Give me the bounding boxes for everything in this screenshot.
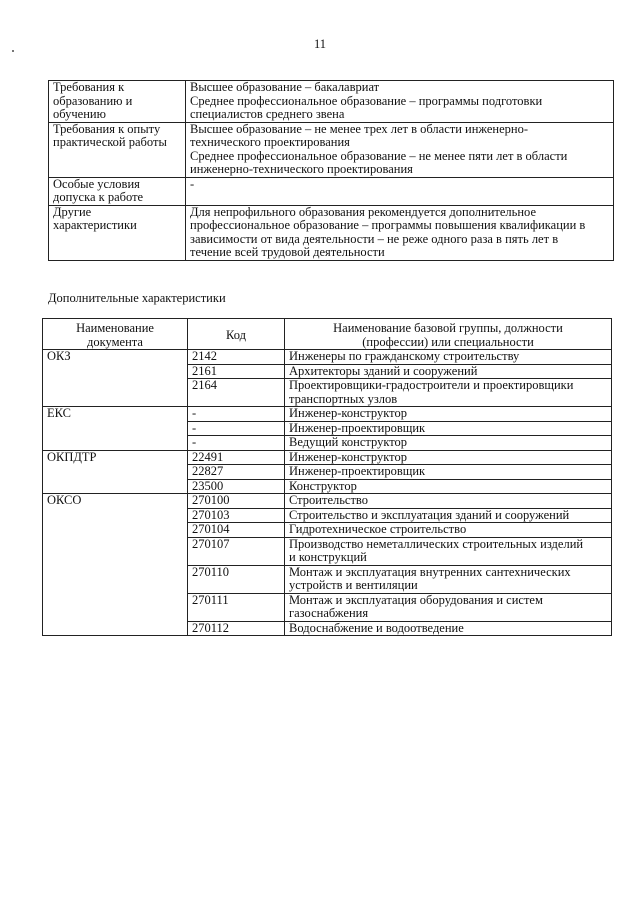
code-cell: 22491 xyxy=(188,450,285,465)
code-cell: 270104 xyxy=(188,523,285,538)
table-row xyxy=(43,450,612,465)
code-cell: 270100 xyxy=(188,494,285,509)
requirement-row xyxy=(49,122,614,177)
table-row xyxy=(43,436,612,451)
header-document: Наименование документа xyxy=(43,319,188,350)
table-row xyxy=(43,593,612,621)
requirement-label: Требования к опыту практической работы xyxy=(49,122,186,177)
requirement-row xyxy=(49,81,614,123)
code-cell: 270110 xyxy=(188,565,285,593)
name-cell: Архитекторы зданий и сооружений xyxy=(285,364,612,379)
table-row xyxy=(43,465,612,480)
requirement-row xyxy=(49,205,614,260)
table-row xyxy=(43,407,612,422)
name-cell: Гидротехническое строительство xyxy=(285,523,612,538)
code-cell: 22827 xyxy=(188,465,285,480)
header-name: Наименование базовой группы, должности (профессии) или специальности xyxy=(285,319,612,350)
document-cell: ОКСО xyxy=(43,494,188,509)
document-cell xyxy=(43,436,188,451)
additional-characteristics-title: Дополнительные характеристики xyxy=(48,291,226,305)
code-cell: - xyxy=(188,421,285,436)
page-number: 11 xyxy=(313,37,327,51)
requirement-label: Особые условия допуска к работе xyxy=(49,177,186,205)
name-cell: Строительство xyxy=(285,494,612,509)
name-cell: Проектировщики-градостроители и проектировщики транспортных узлов xyxy=(285,379,612,407)
table-row xyxy=(43,421,612,436)
table-row xyxy=(43,479,612,494)
table-row xyxy=(43,350,612,365)
document-cell: ЕКС xyxy=(43,407,188,422)
requirement-value: Высшее образование – не менее трех лет в области инженерно- технического проектирования Среднее профессиональное образование – не менее пяти лет в области инженерно-технического проектирования xyxy=(186,122,614,177)
document-cell xyxy=(43,479,188,494)
header-code: Код xyxy=(188,319,285,350)
table-row xyxy=(43,523,612,538)
name-cell: Инженер-проектировщик xyxy=(285,465,612,480)
document-cell xyxy=(43,364,188,379)
code-cell: 270107 xyxy=(188,537,285,565)
document-cell xyxy=(43,465,188,480)
name-cell: Инженер-конструктор xyxy=(285,450,612,465)
code-cell: 270112 xyxy=(188,621,285,636)
table-row xyxy=(43,508,612,523)
document-cell xyxy=(43,523,188,538)
name-cell: Монтаж и эксплуатация оборудования и систем газоснабжения xyxy=(285,593,612,621)
table-row xyxy=(43,621,612,636)
table-row xyxy=(43,537,612,565)
name-cell: Водоснабжение и водоотведение xyxy=(285,621,612,636)
document-cell: ОКЗ xyxy=(43,350,188,365)
table-row xyxy=(43,379,612,407)
requirements-table xyxy=(48,80,614,261)
name-cell: Ведущий конструктор xyxy=(285,436,612,451)
table-header-row xyxy=(43,319,612,350)
table-row xyxy=(43,565,612,593)
name-cell: Конструктор xyxy=(285,479,612,494)
requirement-label: Требования к образованию и обучению xyxy=(49,81,186,123)
name-cell: Инженер-конструктор xyxy=(285,407,612,422)
name-cell: Строительство и эксплуатация зданий и сооружений xyxy=(285,508,612,523)
code-cell: 2161 xyxy=(188,364,285,379)
document-cell xyxy=(43,565,188,593)
code-cell: - xyxy=(188,436,285,451)
document-cell xyxy=(43,537,188,565)
code-cell: 270103 xyxy=(188,508,285,523)
code-cell: 2142 xyxy=(188,350,285,365)
name-cell: Инженеры по гражданскому строительству xyxy=(285,350,612,365)
code-cell: 2164 xyxy=(188,379,285,407)
table-row xyxy=(43,494,612,509)
requirement-value: Для непрофильного образования рекомендуется дополнительное профессиональное образование – программы повышения квалификации в зависимости от вида деятельности – не реже одного раза в пять лет в течение всей трудовой деятельности xyxy=(186,205,614,260)
requirement-row xyxy=(49,177,614,205)
document-cell xyxy=(43,421,188,436)
document-cell xyxy=(43,508,188,523)
requirement-label: Другие характеристики xyxy=(49,205,186,260)
code-cell: 23500 xyxy=(188,479,285,494)
name-cell: Производство неметаллических строительных изделий и конструкций xyxy=(285,537,612,565)
name-cell: Монтаж и эксплуатация внутренних сантехнических устройств и вентиляции xyxy=(285,565,612,593)
additional-characteristics-table xyxy=(42,318,612,636)
name-cell: Инженер-проектировщик xyxy=(285,421,612,436)
requirement-value: Высшее образование – бакалавриат Среднее профессиональное образование – программы подготовки специалистов среднего звена xyxy=(186,81,614,123)
requirement-value: - xyxy=(186,177,614,205)
document-cell xyxy=(43,593,188,621)
document-cell xyxy=(43,621,188,636)
table-row xyxy=(43,364,612,379)
document-cell xyxy=(43,379,188,407)
code-cell: - xyxy=(188,407,285,422)
code-cell: 270111 xyxy=(188,593,285,621)
document-cell: ОКПДТР xyxy=(43,450,188,465)
